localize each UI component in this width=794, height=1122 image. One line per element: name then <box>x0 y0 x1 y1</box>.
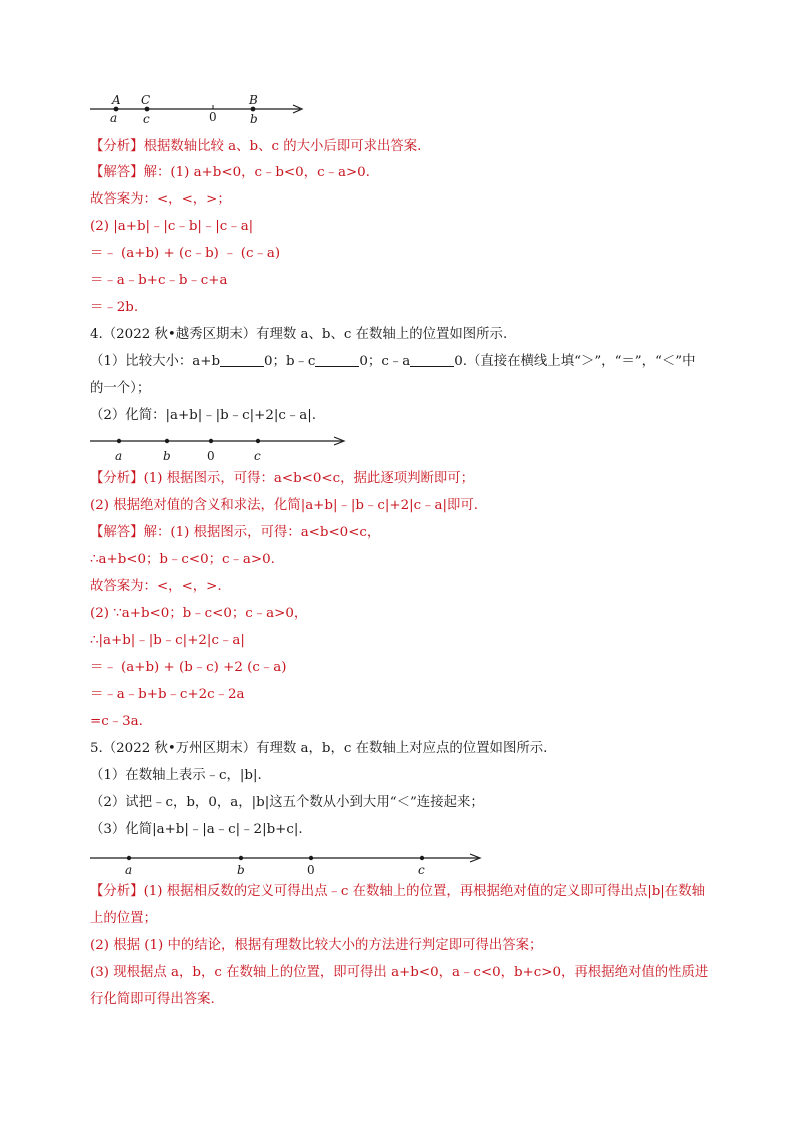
q4-analysis1-text: (1) 根据图示，可得：a<b<0<c，据此逐项判断即可； <box>143 471 475 486</box>
p3-answer-l4: ＝﹣ (a+b) + (c﹣b) ﹣ (c﹣a) <box>90 246 281 261</box>
q4-answer-4: (2) ∵a+b<0；b﹣c<0；c﹣a>0， <box>90 606 308 621</box>
q4-answer1-text: 解：(1) 根据图示，可得：a<b<0<c， <box>143 525 381 540</box>
label-A: A <box>112 93 121 107</box>
label-zero: 0 <box>209 110 217 124</box>
q4-answer-6: ＝﹣ (a+b) + (b﹣c) +2 (c﹣a) <box>90 660 287 675</box>
q5-analysis-2: (2) 根据 (1) 中的结论，根据有理数比较大小的方法进行判定即可得出答案； <box>90 938 543 953</box>
q5-analysis1a-text: (1) 根据相反数的定义可得出点﹣c 在数轴上的位置，再根据绝对值的定义即可得出点|b|在数轴 <box>143 884 705 899</box>
p3-answer-l3: (2) |a+b|﹣|c﹣b|﹣|c﹣a| <box>90 219 254 234</box>
q5-label-b: b <box>237 863 245 877</box>
q4-label-c: c <box>254 449 261 463</box>
q5-analysis-1b: 上的位置； <box>90 911 157 926</box>
q4-s1-c: 0；c﹣a <box>359 354 411 369</box>
q5-label-a: a <box>125 863 133 877</box>
q4-answer-5: ∴|a+b|﹣|b﹣c|+2|c﹣a| <box>90 633 245 648</box>
q5-analysis-tag: 【分析】 <box>90 884 144 899</box>
p3-answer-tag: 【解答】 <box>90 165 144 180</box>
q5-point-a <box>127 856 131 860</box>
q4-s1-e: 的一个）； <box>90 381 151 396</box>
p3-answer-l6: ＝﹣2b. <box>90 300 139 315</box>
q4-label-a: a <box>115 449 123 463</box>
q5-subq3: （3）化简|a+b|﹣|a﹣c|﹣2|b+c|. <box>90 822 303 837</box>
q5-point-b <box>239 856 243 860</box>
q5-label-c: c <box>418 863 425 877</box>
p3-analysis-text: 根据数轴比较 a、b、c 的大小后即可求出答案. <box>143 139 422 154</box>
q4-answer-2: ∴a+b<0；b﹣c<0；c﹣a>0. <box>90 552 275 567</box>
p3-answer-l5: ＝﹣a﹣b+c﹣b﹣c+a <box>90 273 228 288</box>
q4-label-b: b <box>163 449 171 463</box>
p3-answer-l1: 解：(1) a+b<0，c﹣b<0，c﹣a>0. <box>143 165 370 180</box>
q5-point-zero <box>309 856 313 860</box>
q5-analysis-3a: (3) 现根据点 a，b，c 在数轴上的位置，即可得出 a+b<0，a﹣c<0，b+c>0，再根据绝对值的性质进 <box>90 965 709 980</box>
q4-answer-tag: 【解答】 <box>90 525 144 540</box>
q4-analysis-2: (2) 根据绝对值的含义和求法，化简|a+b|﹣|b﹣c|+2|c﹣a|即可. <box>90 498 479 513</box>
label-C: C <box>141 93 151 107</box>
q5-subq1: （1）在数轴上表示﹣c，|b|. <box>90 768 262 783</box>
q4-answer-8: =c﹣3a. <box>90 714 143 729</box>
q5-analysis-1a <box>90 882 705 902</box>
q4-s1-b: 0；b﹣c <box>264 354 316 369</box>
q5-label-zero: 0 <box>307 863 315 877</box>
label-c: c <box>143 112 150 126</box>
q5-analysis-3b: 行化简即可得出答案. <box>90 992 215 1007</box>
q4-subq2: （2）化简：|a+b|﹣|b﹣c|+2|c﹣a|. <box>90 408 317 423</box>
q5-title: 5.（2022 秋•万州区期末）有理数 a，b，c 在数轴上对应点的位置如图所示. <box>90 741 548 756</box>
q4-label-zero: 0 <box>207 449 215 463</box>
q4-analysis-tag: 【分析】 <box>90 471 144 486</box>
label-a: a <box>110 111 118 125</box>
q4-s1-d: 0.（直接在横线上填“＞”，“＝”，“＜”中 <box>454 354 696 369</box>
q5-subq2: （2）试把﹣c，b，0，a，|b|这五个数从小到大用“＜”连接起来； <box>90 795 484 810</box>
q5-point-c <box>420 856 424 860</box>
q4-answer-7: ＝﹣a﹣b+b﹣c+2c﹣2a <box>90 687 245 702</box>
label-b: b <box>250 112 258 126</box>
q4-answer-3: 故答案为：<，<，>. <box>90 579 222 594</box>
q4-title: 4.（2022 秋•越秀区期末）有理数 a、b、c 在数轴上的位置如图所示. <box>90 327 508 342</box>
p3-answer-l2: 故答案为：<，<，>； <box>90 192 231 207</box>
label-B: B <box>249 93 258 107</box>
q4-s1-a: （1）比较大小：a+b <box>90 354 221 369</box>
p3-analysis-tag: 【分析】 <box>90 139 144 154</box>
